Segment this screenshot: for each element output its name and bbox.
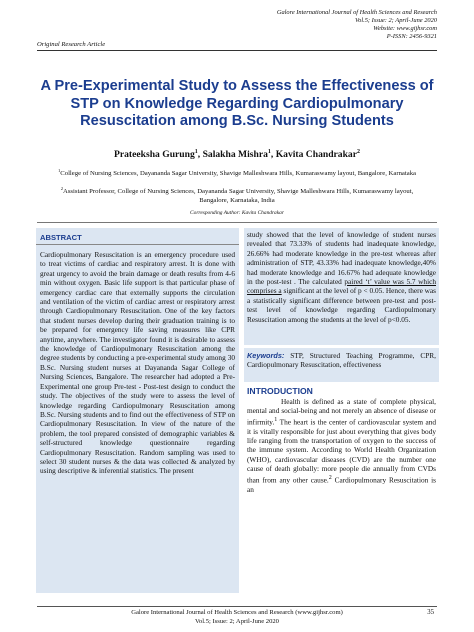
header-divider bbox=[37, 50, 437, 51]
article-type: Original Research Article bbox=[37, 41, 106, 48]
author-list bbox=[40, 149, 434, 160]
abstract-continuation: study showed that the level of knowledge of student nurses revealed that 73.33% of students had inadequate knowledge, 26.66% had moderate knowledge in the pre-test whereas after administration of STP, 43.33% had inadequate knowledge,40% had moderate knowledge and 16.67% had adequate knowledge in the post-test . The calculated paired ‘t’ value was 5.7 which comprises a significant at the level of p < 0.05. Hence, there was a statistically significant difference between pre-test and post-test level of knowledge regarding Cardiopulmonary Resuscitation among the students at the level of p<0.05. bbox=[247, 230, 436, 324]
author-1: Prateeksha Gurung$^1$, bbox=[114, 149, 203, 161]
abstract-text: Cardiopulmonary Resuscitation is an emergency procedure used to treat victims of cardiac and respiratory arrest. It is done with great urgency to avoid the brain damage or death results from 4-6 min without oxygen. Basic life support is that particular phase of emergency cardiac care that externally supports the circulation and ventilation of the victim of cardiac arrest or respiratory arrest through Cardiopulmonary Resuscitation. One of the key factors that student nurses develop during their graduation training is to be prepared for emergency life saving measures like CPR anytime, anywhere. The investigator found it is desirable to assess the knowledge of Cardiopulmonary Resuscitation among the degree students by conducting a pre-experimental study among 30 B.Sc. Nursing student nurses at Dayananda Sagar College of Nursing Sciences, Bangalore. The researcher had adopted a Pre-Experimental one group Pre-test - Post-test design to conduct the study. The objectives of the study were to assess the level of knowledge regarding Cardiopulmonary Resuscitation among B.Sc. Nursing students and to find out the effectiveness of STP on Cardiopulmonary Resuscitation. In view of the nature of the problem, the tool prepared consisted of demographic variables & self-structured knowledge questionnaire regarding Cardiopulmonary Resuscitation. Random sampling was used to select 30 student nurses & the data was collected & analyzed by using descriptive & inferential statistics. The present bbox=[40, 250, 235, 476]
journal-volume: Vol.5; Issue: 2; April-June 2020 bbox=[354, 17, 437, 24]
t-value-highlight: paired ‘t’ value was 5.7 which comprises a bbox=[247, 277, 436, 296]
keywords-list: STP, Structured Teaching Programme, CPR, Cardiopulmonary Resuscitation, effectiveness bbox=[247, 351, 436, 370]
paper-title: A Pre-Experimental Study to Assess the Effectiveness of STP on Knowledge Regarding Cardiopulmonary Resuscitation among B.Sc. Nursing Students bbox=[40, 78, 434, 130]
abstract-divider bbox=[36, 244, 239, 245]
journal-website[interactable]: Website: www.gijhsr.com bbox=[373, 25, 437, 32]
introduction-text: Health is defined as a state of complete physical, mental and social-being and not merely an absence of disease or infirmity.$^1$ The heart is the center of cardiovascular system and it is vitally responsible for just about everything that gives body life ranging from the transportation of oxygen to the success of the immune system. According to World Health Organization (WHO), cardiovascular diseases (CVD) are the number one cause of death globally: more people die annually from CVDs than from any other cause.$^2$ Cardiopulmonary Resuscitation is an bbox=[247, 397, 436, 494]
journal-name: Galore International Journal of Health Sciences and Research bbox=[276, 9, 437, 16]
affiliation-1: $^1$College of Nursing Sciences, Dayananda Sagar University, Shavige Malleshwara Hills, Kumaraswamy layout, Bangalore, Karnataka bbox=[57, 168, 417, 178]
author-3: Kavita Chandrakar$^2$ bbox=[275, 149, 360, 161]
corresponding-divider bbox=[37, 222, 437, 223]
affiliation-2: $^2$Assistant Professor, College of Nursing Sciences, Dayananda Sagar University, Shavige Malleshwara Hills, Kumaraswamy layout, Bangalore, Karnataka, India bbox=[60, 186, 414, 204]
author-2: Salakha Mishra$^1$, bbox=[202, 149, 276, 161]
journal-issn: P-ISSN: 2456-9321 bbox=[386, 33, 437, 40]
journal-header bbox=[137, 9, 437, 41]
abstract-heading: ABSTRACT bbox=[40, 233, 82, 242]
keywords bbox=[247, 351, 436, 370]
page-number: 35 bbox=[427, 609, 434, 616]
introduction-heading: INTRODUCTION bbox=[247, 386, 313, 396]
footer-divider bbox=[37, 606, 437, 607]
corresponding-author: Corresponding Author: Kavita Chandrakar bbox=[190, 210, 284, 216]
footer-citation: Galore International Journal of Health Sciences and Research (www.gijhsr.com) Vol.5; Issue: 2; April-June 2020 bbox=[131, 609, 343, 625]
keywords-label: Keywords: bbox=[247, 351, 285, 360]
